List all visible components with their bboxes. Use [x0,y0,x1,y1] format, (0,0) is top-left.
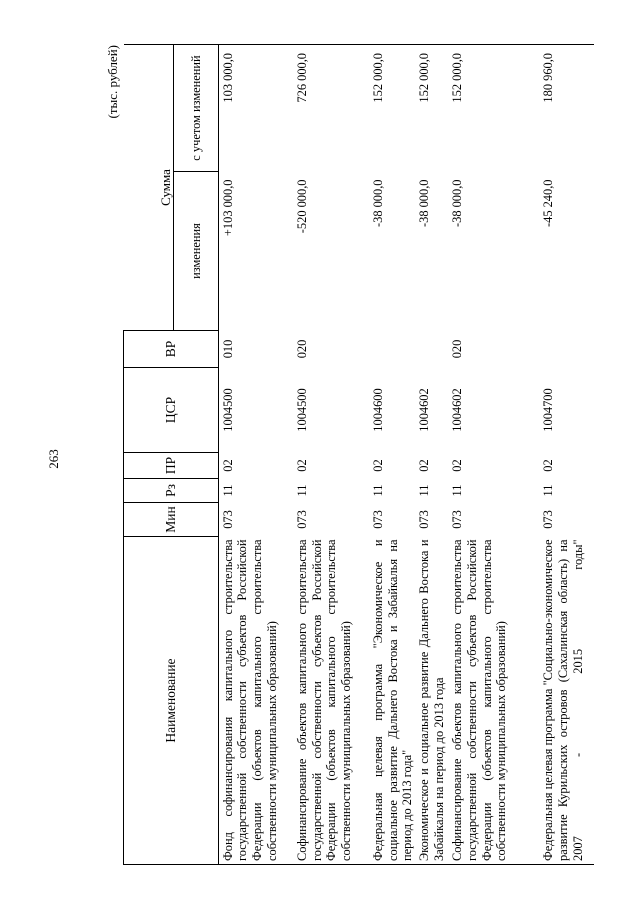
row-change: -38 000,0 [450,179,465,227]
row-total: 152 000,0 [448,45,539,172]
row-rz: 11 [417,484,432,497]
row-pr: 02 [220,459,235,472]
row-total: 180 960,0 [539,45,594,172]
row-total: 103 000,0 [218,45,293,172]
header-csr: ЦСР [124,368,219,453]
row-csr: 1004700 [541,388,556,432]
row-change: +103 000,0 [220,179,235,237]
header-vr: ВР [124,331,219,368]
row-rz: 11 [295,484,309,497]
row-rz: 11 [371,484,385,497]
budget-table [123,44,594,865]
row-pr: 02 [450,459,465,472]
header-total: с учетом изменений [173,45,218,172]
table-row [448,45,539,865]
row-pr: 02 [541,459,556,472]
row-min: 073 [450,510,465,529]
budget-sheet [102,45,585,865]
row-vr [369,331,415,368]
row-name: Федеральная целевая программа "Социально-экономическое развитие Курильских островов (Сахалинская область) на 2007 - 2015 годы" [539,537,594,865]
row-total: 152 000,0 [369,45,415,172]
row-min: 073 [417,510,432,529]
row-name: Софинансирование объектов капитального строительства государственной собственности субъектов Российской Федерации (объектов капитального строительства собственности муниципальных образований) [448,537,539,865]
row-csr: 1004500 [295,388,309,432]
table-row [369,45,415,865]
row-vr: 020 [295,339,309,359]
row-csr: 1004600 [371,388,385,432]
row-rz: 11 [450,484,465,497]
header-min: Мин [124,503,219,537]
row-total: 726 000,0 [293,45,369,172]
row-change: -45 240,0 [541,179,556,227]
row-min: 073 [220,510,235,529]
row-pr: 02 [295,459,309,472]
table-row [293,45,369,865]
row-vr: 010 [220,339,235,359]
row-rz: 11 [541,484,556,497]
header-rz: Рз [124,479,219,503]
row-vr [539,331,594,368]
page-number: 263 [46,449,61,469]
row-vr [415,331,448,368]
header-sum: Сумма [158,45,174,331]
row-pr: 02 [371,459,385,472]
row-pr: 02 [417,459,432,472]
row-min: 073 [295,510,309,529]
row-change: -38 000,0 [417,179,432,227]
table-row [539,45,594,865]
row-csr: 1004500 [220,388,235,432]
header-name: Наименование [124,537,219,865]
row-name: Софинансирование объектов капитального строительства государственной собственности субъектов Российской Федерации (объектов капитального строительства собственности муниципальных образований) [293,537,369,865]
table-row [415,45,448,865]
header-pr: ПР [124,453,219,479]
row-change: -520 000,0 [295,179,309,234]
row-name: Фонд софинансирования капитального строительства государственной собственности субъектов Российской Федерации (объектов капитального строительства собственности муниципальных образований) [218,537,293,865]
row-min: 073 [541,510,556,529]
row-total: 152 000,0 [415,45,448,172]
row-csr: 1004602 [450,388,465,432]
row-name: Федеральная целевая программа "Экономическое и социальное развитие Дальнего Востока и Забайкалья на период до 2013 года" [369,537,415,865]
row-vr: 020 [450,339,465,359]
units-note: (тыс. рублей) [105,45,120,119]
header-change: изменения [173,172,218,331]
row-change: -38 000,0 [371,179,385,227]
row-name: Экономическое и социальное развитие Дальнего Востока и Забайкалья на период до 2013 года [415,537,448,865]
row-rz: 11 [220,484,235,497]
row-csr: 1004602 [417,388,432,432]
row-min: 073 [371,510,385,529]
table-row [218,45,293,865]
